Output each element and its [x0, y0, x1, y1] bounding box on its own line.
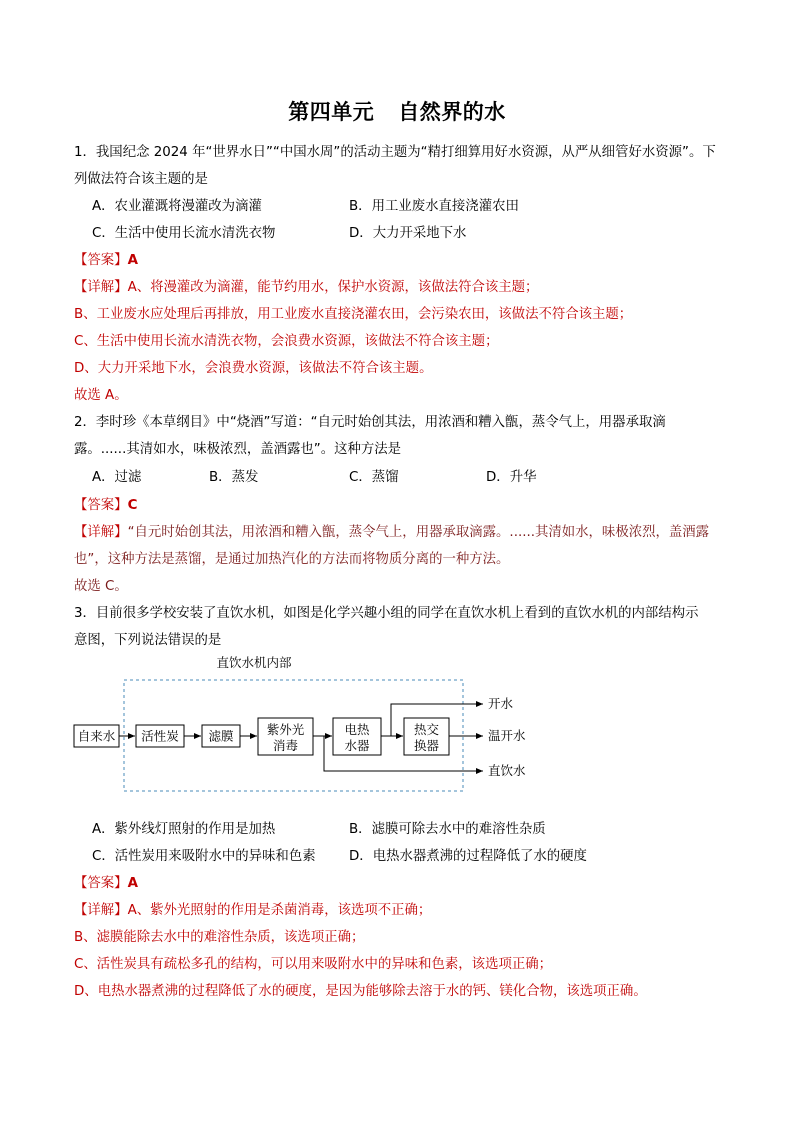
q3-stem-line2: 意图，下列说法错误的是 [74, 633, 222, 648]
heater-label-line1: 电热 [344, 722, 370, 737]
uv-label-line1: 紫外光 [266, 722, 305, 737]
q2-conclusion: 故选 C。 [74, 579, 128, 594]
q1-conclusion: 故选 A。 [74, 388, 128, 403]
answer-label: 【答案】 [74, 498, 128, 513]
q3-answer [74, 874, 138, 894]
answer-value: A [127, 876, 138, 891]
q2-stem-line2: 露。......其清如水，味极浓烈，盖酒露也”。这种方法是 [74, 442, 402, 457]
q3-option-a: A．紫外线灯照射的作用是加热 [92, 822, 276, 837]
q3-detail-line1: 【详解】A、紫外光照射的作用是杀菌消毒，该选项不正确； [74, 903, 432, 918]
q3-option-c: C．活性炭用来吸附水中的异味和色素 [92, 849, 316, 864]
title-topic: 自然界的水 [398, 100, 506, 124]
output-warm-water: 温开水 [488, 728, 526, 743]
q1-detail-line2: B、工业废水应处理后再排放，用工业废水直接浇灌农田，会污染农田，该做法不符合该主题； [74, 307, 633, 322]
answer-label: 【答案】 [74, 253, 128, 268]
q1-stem-line1: 1．我国纪念 2024 年“世界水日”“中国水周”的活动主题为“精打细算用好水资源，从严从细管好水资源”。下 [74, 145, 716, 160]
exchanger-label-line2: 换器 [413, 738, 440, 753]
q1-option-a: A．农业灌溉将漫灌改为滴灌 [92, 199, 262, 214]
title-unit: 第四单元 [288, 100, 375, 124]
output-drinking-water: 直饮水 [488, 763, 526, 778]
output-boiling-water: 开水 [488, 696, 514, 711]
detail-label: 【详解】 [74, 525, 128, 540]
q1-option-d: D．大力开采地下水 [349, 226, 467, 241]
water-dispenser-diagram [0, 650, 794, 800]
q1-detail-line4: D、大力开采地下水，会浪费水资源，该做法不符合该主题。 [74, 361, 433, 376]
q2-option-c: C．蒸馏 [349, 470, 399, 485]
q3-detail-line3: C、活性炭具有疏松多孔的结构，可以用来吸附水中的异味和色素，该选项正确； [74, 957, 553, 972]
diagram-frame-label: 直饮水机内部 [216, 655, 292, 670]
q2-option-d: D．升华 [486, 470, 537, 485]
q3-detail-line2: B、滤膜能除去水中的难溶性杂质，该选项正确； [74, 930, 365, 945]
q2-detail-line2: 也”，这种方法是蒸馏，是通过加热汽化的方法而将物质分离的一种方法。 [74, 552, 510, 567]
heater-label-line2: 水器 [344, 738, 370, 753]
q1-stem-line2: 列做法符合该主题的是 [74, 172, 208, 187]
q2-option-b: B．蒸发 [209, 470, 259, 485]
q2-answer [74, 496, 137, 516]
q1-detail-line3: C、生活中使用长流水清洗衣物，会浪费水资源，该做法不符合该主题； [74, 334, 499, 349]
q2-option-a: A．过滤 [92, 470, 142, 485]
detail-label: 【详解】 [74, 280, 128, 295]
q1-option-c: C．生活中使用长流水清洗衣物 [92, 226, 276, 241]
q1-option-b: B．用工业废水直接浇灌农田 [349, 199, 519, 214]
q2-detail-line1: 【详解】“自元时始创其法，用浓酒和糟入甑，蒸令气上，用器承取滴露。......其清如水，味极浓烈，盖酒露 [74, 525, 710, 540]
detail-label: 【详解】 [74, 903, 128, 918]
q1-detail-line1: 【详解】A、将漫灌改为滴灌，能节约用水，保护水资源，该做法符合该主题； [74, 280, 539, 295]
answer-label: 【答案】 [74, 876, 128, 891]
q3-detail-line4: D、电热水器煮沸的过程降低了水的硬度，是因为能够除去溶于水的钙、镁化合物，该选项正确。 [74, 984, 647, 999]
page-title [0, 96, 794, 126]
filter-membrane-label: 滤膜 [208, 728, 234, 744]
q1-answer [74, 251, 138, 271]
answer-value: C [127, 498, 138, 513]
q3-stem-line1: 3．目前很多学校安装了直饮水机，如图是化学兴趣小组的同学在直饮水机上看到的直饮水机的内部结构示 [74, 606, 699, 621]
q3-option-b: B．滤膜可除去水中的难溶性杂质 [349, 822, 546, 837]
q2-stem-line1: 2．李时珍《本草纲目》中“烧酒”写道：“自元时始创其法，用浓酒和糟入甑，蒸令气上，用器承取滴 [74, 415, 666, 430]
answer-value: A [127, 253, 138, 268]
exchanger-label-line1: 热交 [413, 722, 440, 737]
activated-carbon-label: 活性炭 [141, 728, 179, 744]
source-label: 自来水 [77, 728, 116, 744]
q3-option-d: D．电热水器煮沸的过程降低了水的硬度 [349, 849, 587, 864]
uv-label-line2: 消毒 [272, 738, 299, 753]
